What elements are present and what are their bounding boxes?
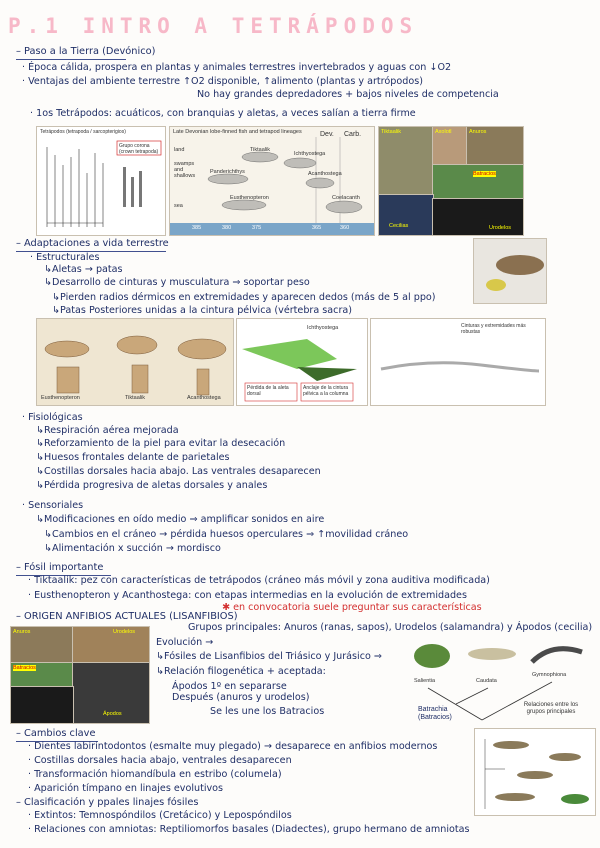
label-ichthyostega: Ichthyostega	[307, 325, 339, 331]
estr-3: ↳Pierden radios dérmicos en extremidades y aparecen dedos (más de 5 al ppo)	[52, 292, 436, 303]
section-heading-clasificacion: – Clasificación y ppales linajes fósiles	[16, 797, 199, 808]
label-eusthenopteron: Eusthenopteron	[41, 395, 80, 401]
phylogeny-title: Tetrápodos (tetrapoda / sarcopterigios)	[40, 129, 126, 135]
origen-4: Después (anuros y urodelos)	[172, 692, 310, 703]
cambio-3: · Transformación hiomandíbula en estribo (columela)	[28, 769, 282, 780]
section-heading-sensoriales: · Sensoriales	[22, 500, 84, 511]
crown-group-label: Grupo corona (crown tetrapoda)	[119, 143, 159, 155]
senso-1: ↳Modificaciones en oído medio ⇒ amplificar sonidos en aire	[36, 514, 325, 525]
clado-caudata: Caudata	[476, 678, 497, 684]
section-heading-paso-tierra: – Paso a la Tierra (Devónico)	[16, 46, 156, 57]
section-heading-adaptaciones: – Adaptaciones a vida terrestre	[16, 238, 169, 249]
section-heading-fosil: – Fósil importante	[16, 562, 104, 573]
pelvic-girdle-figure	[236, 318, 368, 406]
tick-385: 385	[192, 225, 202, 231]
exam-note: ✱ en convocatoria suele preguntar sus características	[222, 602, 482, 613]
photo-tiktaalik: Tiktaalik	[378, 126, 434, 196]
cladogram-figure	[392, 632, 592, 724]
grupos-principales: Grupos principales: Anuros (ranas, sapos), Urodelos (salamandra) y Ápodos (cecilia)	[188, 622, 593, 633]
fisio-2: ↳Reforzamiento de la piel para evitar la desecación	[36, 438, 286, 449]
taxon-eusthenopteron: Eusthenopteron	[230, 195, 269, 201]
estr-1: ↳Aletas → patas	[44, 264, 123, 275]
tick-365: 365	[312, 225, 322, 231]
page-title: P.1 INTRO A TETRÁPODOS	[8, 14, 419, 38]
cambio-1: · Dientes labirintodontos (esmalte muy plegado) → desaparece en anfibios modernos	[28, 741, 438, 752]
photo-batracios: Batracios	[432, 164, 524, 200]
tick-380: 380	[222, 225, 232, 231]
limb-evolution-figure	[36, 318, 234, 406]
devonian-timeline-figure	[169, 126, 375, 236]
timeline-title: Late Devonian lobe-finned fish and tetrapod lineages	[173, 129, 302, 135]
tick-360: 360	[340, 225, 350, 231]
photo-urodelos: Urodelos	[432, 198, 524, 236]
clado-relaciones: Relaciones entre los grupos principales	[523, 702, 579, 715]
bullet-epoca: · Época cálida, prospera en plantas y animales terrestres invertebrados y aguas con ↓O2	[22, 62, 452, 73]
origen-1: ↳Fósiles de Lisanfibios del Triásico y Jurásico ⇒	[156, 651, 382, 662]
photo-salamandra	[10, 686, 74, 724]
origen-2: ↳Relación filogenética + aceptada:	[156, 666, 326, 677]
lineage-drawings	[475, 729, 595, 815]
env-sea: sea	[174, 203, 183, 209]
ventajas-b: No hay grandes depredadores + bajos niveles de competencia	[197, 89, 499, 100]
fisio-4: ↳Costillas dorsales hacia abajo. Las ventrales desaparecen	[36, 466, 321, 477]
note-aleta-dorsal: Pérdida de la aleta dorsal	[247, 385, 289, 397]
env-land: land	[174, 147, 185, 153]
photo-urodelo: Urodelos	[72, 626, 150, 664]
timeline-animals	[170, 127, 374, 235]
fosil-tiktaalik: · Tiktaalik: pez con características de tetrápodos (cráneo más móvil y zona auditiva modificada)	[28, 575, 490, 586]
note-cintura-pelvica: Anclaje de la cintura pélvica a la columna	[303, 385, 349, 397]
clasif-2: · Relaciones con amniotas: Reptiliomorfos basales (Diadectes), grupo hermano de amniotas	[28, 824, 470, 835]
section-heading-fisiologicas: · Fisiológicas	[22, 412, 83, 423]
tiktaalik-limb-drawing	[474, 239, 546, 303]
period-devonian: Dev.	[320, 131, 334, 138]
phylogeny-figure	[36, 126, 166, 236]
photo-tiktaalik-limb	[473, 238, 547, 304]
cambio-4: · Aparición tímpano en linajes evolutivos	[28, 783, 224, 794]
photo-cecilias: Cecilias	[378, 194, 434, 236]
fisio-3: ↳Huesos frontales delante de parietales	[36, 452, 230, 463]
evolucion: Evolución →	[156, 637, 214, 648]
section-heading-origen: – ORIGEN ANFIBIOS ACTUALES (LISANFIBIOS)	[16, 611, 238, 622]
env-swamps: swamps and shallows	[174, 161, 196, 179]
photo-batracio: Batracios	[10, 662, 74, 688]
label-acanthostega: Acanthostega	[187, 395, 221, 401]
sub-estructurales: · Estructurales	[30, 252, 100, 263]
label-tiktaalik: Tiktaalik	[125, 395, 145, 401]
fisio-1: ↳Respiración aérea mejorada	[36, 425, 179, 436]
photo-apodo: Ápodos	[72, 662, 150, 724]
origen-3: Ápodos 1º en separarse	[172, 681, 287, 692]
skeleton-figure	[370, 318, 546, 406]
photo-axolotl: Axolotl	[432, 126, 468, 166]
section-heading-cambios: – Cambios clave	[16, 728, 96, 739]
clado-batrachia: Batrachia (Batracios)	[418, 706, 452, 721]
taxon-panderichthys: Panderichthys	[210, 169, 245, 175]
cambio-2: · Costillas dorsales hacia abajo, ventrales desaparecen	[28, 755, 292, 766]
fisio-5: ↳Pérdida progresiva de aletas dorsales y anales	[36, 480, 268, 491]
clado-gymnophiona: Gymnophiona	[532, 672, 567, 678]
photo-anuros: Anuros	[466, 126, 524, 166]
note-cinturas: Cinturas y extremidades más robustas	[461, 323, 526, 335]
bullet-ventajas: · Ventajas del ambiente terrestre	[22, 76, 180, 87]
limb-skeletons	[37, 319, 233, 405]
taxon-coelacanth: Coelacanth	[332, 195, 360, 201]
period-carboniferous: Carb.	[344, 131, 362, 138]
clado-salientia: Salientia	[414, 678, 436, 684]
senso-2: ↳Cambios en el cráneo → pérdida huesos operculares ⇒ ↑movilidad cráneo	[44, 529, 409, 540]
clasif-1: · Extintos: Temnospóndilos (Cretácico) y Lepospóndilos	[28, 810, 292, 821]
estr-4: ↳Patas Posteriores unidas a la cintura pélvica (vértebra sacra)	[52, 305, 353, 316]
estr-2: ↳Desarrollo de cinturas y musculatura ⇒ soportar peso	[44, 277, 310, 288]
phylogeny-tetrapodos-figure	[474, 728, 596, 816]
photo-anuro: Anuros	[10, 626, 74, 664]
fosil-eusthenopteron: · Eusthenopteron y Acanthostega: con etapas intermedias en la evolución de extremidades	[28, 590, 467, 601]
taxon-tiktaalik: Tiktaalik	[250, 147, 270, 153]
taxon-ichthyostega: Ichthyostega	[294, 151, 326, 157]
origen-5: Se les une los Batracios	[210, 706, 325, 717]
ventajas-a: ↑O2 disponible, ↑alimento (plantas y artrópodos)	[183, 76, 423, 87]
bullet-primeros-tetrapodos: · 1os Tetrápodos: acuáticos, con branquias y aletas, a veces salían a tierra firme	[30, 108, 416, 119]
taxon-acanthostega: Acanthostega	[308, 171, 342, 177]
senso-3: ↳Alimentación x succión → mordisco	[44, 543, 221, 554]
tick-375: 375	[252, 225, 262, 231]
